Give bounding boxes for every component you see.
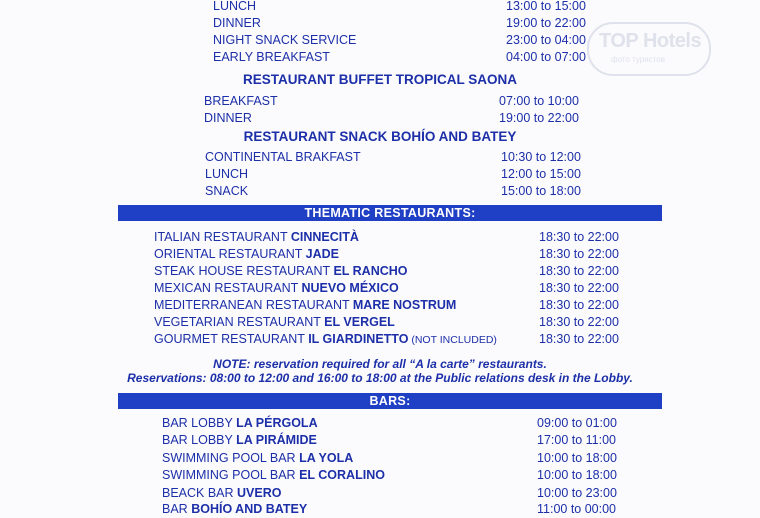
restaurant-type: STEAK HOUSE RESTAURANT — [154, 264, 334, 278]
restaurant-label — [154, 229, 359, 246]
bar-name: EL CORALINO — [299, 468, 385, 482]
restaurant-time: 18:30 to 22:00 — [539, 298, 619, 312]
meal-time: 23:00 to 04:00 — [506, 33, 586, 47]
restaurant-name: MARE NOSTRUM — [352, 298, 457, 312]
restaurant-time: 18:30 to 22:00 — [539, 230, 619, 244]
meal-name: DINNER — [213, 16, 261, 30]
restaurant-type: VEGETARIAN RESTAURANT — [154, 315, 325, 329]
bars-band: BARS: — [118, 393, 662, 409]
watermark-logo — [587, 22, 711, 76]
bar-label — [162, 415, 318, 432]
restaurant-type: ORIENTAL RESTAURANT — [154, 247, 306, 261]
bar-name: UVERO — [237, 486, 282, 500]
bar-time: 17:00 to 11:00 — [537, 433, 617, 447]
watermark-brand: TOP Hotels — [599, 30, 702, 52]
bar-name: BOHÍO AND BATEY — [191, 502, 308, 516]
restaurant-name: JADE — [305, 247, 339, 261]
bar-time: 09:00 to 01:00 — [537, 416, 617, 430]
restaurant-name: EL RANCHO — [333, 264, 408, 278]
restaurant-label — [154, 297, 456, 314]
restaurant-type: MEDITERRANEAN RESTAURANT — [154, 298, 353, 312]
bar-time: 10:00 to 18:00 — [537, 468, 617, 482]
restaurant-name: IL GIARDINETTO — [308, 332, 409, 346]
restaurant-type: GOURMET RESTAURANT — [154, 332, 309, 346]
meal-time: 13:00 to 15:00 — [506, 0, 586, 13]
meal-name: SNACK — [205, 184, 249, 198]
not-included-note: (NOT INCLUDED) — [408, 334, 497, 346]
bar-type: BAR LOBBY — [162, 416, 237, 430]
restaurant-label — [154, 331, 497, 349]
restaurant-type: MEXICAN RESTAURANT — [154, 281, 302, 295]
meal-name: CONTINENTAL BRAKFAST — [205, 150, 361, 164]
restaurant-name: CINNECITÀ — [290, 230, 359, 244]
reservation-note: NOTE: reservation required for all “A la carte” restaurants. — [213, 357, 547, 371]
bar-type: BAR LOBBY — [162, 433, 237, 447]
bar-time: 10:00 to 23:00 — [537, 486, 617, 500]
restaurant-label — [154, 246, 339, 263]
restaurant-time: 18:30 to 22:00 — [539, 247, 619, 261]
bar-type: SWIMMING POOL BAR — [162, 451, 300, 465]
bar-label — [162, 432, 317, 449]
meal-time: 12:00 to 15:00 — [501, 167, 581, 181]
bar-time: 11:00 to 00:00 — [537, 502, 617, 516]
bar-label — [162, 485, 281, 502]
snack-bohio-heading: RESTAURANT SNACK BOHÍO AND BATEY — [243, 129, 517, 144]
bar-type: BEACK BAR — [162, 486, 238, 500]
bar-name: LA YOLA — [299, 451, 354, 465]
meal-name: NIGHT SNACK SERVICE — [213, 33, 357, 47]
restaurant-time: 18:30 to 22:00 — [539, 332, 619, 346]
meal-name: EARLY BREAKFAST — [213, 50, 330, 64]
meal-name: DINNER — [204, 111, 252, 125]
restaurant-type: ITALIAN RESTAURANT — [154, 230, 291, 244]
thematic-restaurants-band: THEMATIC RESTAURANTS: — [118, 205, 662, 221]
watermark-subtitle: фото туристов — [611, 55, 665, 64]
restaurant-label — [154, 263, 408, 280]
buffet-tropical-heading: RESTAURANT BUFFET TROPICAL SAONA — [243, 72, 517, 87]
meal-time: 04:00 to 07:00 — [506, 50, 586, 64]
meal-name: LUNCH — [213, 0, 257, 13]
meal-time: 19:00 to 22:00 — [499, 111, 579, 125]
bar-label — [162, 467, 385, 484]
bar-label — [162, 450, 353, 467]
bar-type: SWIMMING POOL BAR — [162, 468, 300, 482]
restaurant-name: EL VERGEL — [324, 315, 395, 329]
restaurant-label — [154, 314, 395, 331]
restaurant-time: 18:30 to 22:00 — [539, 281, 619, 295]
bar-time: 10:00 to 18:00 — [537, 451, 617, 465]
reservation-hours: Reservations: 08:00 to 12:00 and 16:00 to 18:00 at the Public relations desk in the Lobby. — [127, 371, 633, 385]
meal-time: 10:30 to 12:00 — [501, 150, 581, 164]
meal-name: BREAKFAST — [204, 94, 278, 108]
bar-name: LA PÉRGOLA — [236, 416, 318, 430]
meal-time: 19:00 to 22:00 — [506, 16, 586, 30]
restaurant-label — [154, 280, 399, 297]
meal-time: 07:00 to 10:00 — [499, 94, 579, 108]
meal-name: LUNCH — [205, 167, 249, 181]
restaurant-time: 18:30 to 22:00 — [539, 315, 619, 329]
bar-name: LA PIRÁMIDE — [236, 433, 317, 447]
restaurant-time: 18:30 to 22:00 — [539, 264, 619, 278]
meal-time: 15:00 to 18:00 — [501, 184, 581, 198]
bar-type: BAR — [162, 502, 192, 516]
restaurant-name: NUEVO MÉXICO — [301, 281, 399, 295]
